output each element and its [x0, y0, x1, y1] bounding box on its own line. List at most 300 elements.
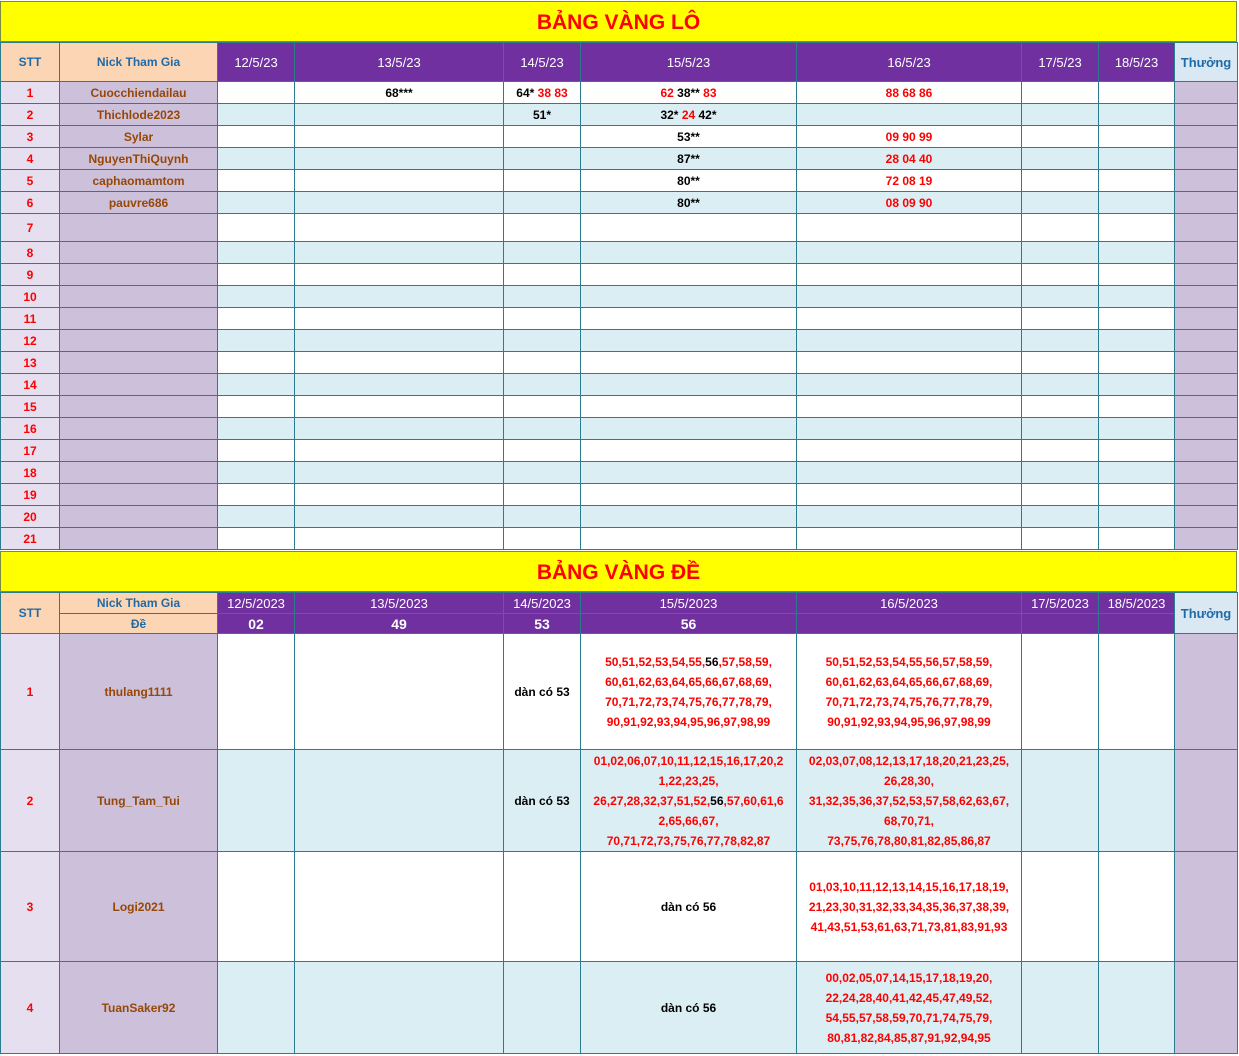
- lo-pick-cell: [1022, 148, 1099, 170]
- de-nick-cell: thulang1111: [60, 634, 218, 750]
- lo-pick-cell: [295, 528, 504, 550]
- lo-pick-cell: [797, 396, 1022, 418]
- lo-pick-cell: [1022, 462, 1099, 484]
- cell-fragment: 73,75,76,78,80,81,82,85,86,87: [827, 833, 991, 848]
- lo-thuong-cell: [1175, 528, 1238, 550]
- lo-header-date: 15/5/23: [581, 43, 797, 82]
- cell-fragment: 41,43,51,53,61,63,71,73,81,83,91,93: [810, 919, 1008, 934]
- lo-thuong-cell: [1175, 286, 1238, 308]
- lo-row: [1, 374, 1238, 396]
- lo-nick-cell: [60, 352, 218, 374]
- lo-pick-cell: [1099, 82, 1175, 104]
- de-pick-cell: [218, 634, 295, 750]
- cell-fragment: 26,28,30,: [883, 773, 935, 788]
- lo-pick-cell: [797, 286, 1022, 308]
- lo-pick-cell: [504, 506, 581, 528]
- lo-nick-cell: [60, 264, 218, 286]
- cell-fragment: 64*: [516, 85, 538, 100]
- lo-pick-cell: [797, 374, 1022, 396]
- lo-pick-cell: [504, 286, 581, 308]
- lo-pick-cell: [295, 484, 504, 506]
- lo-pick-cell: [581, 462, 797, 484]
- de-nick-cell: Tung_Tam_Tui: [60, 750, 218, 852]
- cell-fragment: 56: [705, 654, 719, 669]
- cell-fragment: 62: [660, 85, 678, 100]
- lo-pick-cell: [1022, 396, 1099, 418]
- cell-fragment: 70,71,72,73,74,75,76,77,78,79,: [825, 694, 993, 709]
- lo-pick-cell: [295, 126, 504, 148]
- lo-stt-cell: 6: [1, 192, 60, 214]
- de-pick-cell: [504, 750, 581, 852]
- lo-pick-cell: [797, 308, 1022, 330]
- lo-pick-cell: [797, 264, 1022, 286]
- cell-fragment: 80**: [677, 195, 700, 210]
- lo-nick-cell: [60, 418, 218, 440]
- lo-pick-cell: [1099, 104, 1175, 126]
- lo-pick-cell: [295, 352, 504, 374]
- de-row: [1, 634, 1238, 750]
- lo-stt-cell: 18: [1, 462, 60, 484]
- lo-row: [1, 170, 1238, 192]
- lo-pick-cell: [504, 308, 581, 330]
- lo-pick-cell: [1022, 352, 1099, 374]
- lo-pick-cell: [218, 170, 295, 192]
- lo-pick-cell: [504, 170, 581, 192]
- lo-pick-cell: [218, 440, 295, 462]
- lo-pick-cell: [1099, 286, 1175, 308]
- lo-pick-cell: [218, 148, 295, 170]
- lo-pick-cell: [1099, 484, 1175, 506]
- de-pick-cell: [295, 634, 504, 750]
- cell-fragment: 50,51,52,53,54,55,: [605, 654, 706, 669]
- lo-pick-cell: [797, 214, 1022, 242]
- lo-pick-cell: [218, 462, 295, 484]
- lo-row: [1, 264, 1238, 286]
- lo-pick-cell: [218, 286, 295, 308]
- de-header-date: 13/5/2023: [295, 593, 504, 614]
- lo-pick-cell: [504, 214, 581, 242]
- lo-pick-cell: [1022, 214, 1099, 242]
- cell-fragment: 83: [703, 85, 717, 100]
- cell-fragment: 90,91,92,93,94,95,96,97,98,99: [606, 714, 771, 729]
- de-row: [1, 852, 1238, 962]
- de-pick-cell: [295, 750, 504, 852]
- lo-stt-cell: 3: [1, 126, 60, 148]
- lo-pick-cell: [581, 484, 797, 506]
- lo-title-banner: BẢNG VÀNG LÔ: [0, 1, 1237, 42]
- lo-thuong-cell: [1175, 506, 1238, 528]
- de-pick-cell: [218, 962, 295, 1054]
- de-pick-cell: [1022, 750, 1099, 852]
- de-header-date: 17/5/2023: [1022, 593, 1099, 614]
- de-pick-cell: [581, 750, 797, 852]
- cell-fragment: 42*: [698, 107, 717, 122]
- lo-pick-cell: [1022, 286, 1099, 308]
- lo-pick-cell: [797, 440, 1022, 462]
- lo-pick-cell: [797, 484, 1022, 506]
- cell-fragment: 56: [710, 793, 724, 808]
- de-header-stt: STT: [1, 593, 60, 634]
- lo-stt-cell: 1: [1, 82, 60, 104]
- lo-pick-cell: [218, 214, 295, 242]
- cell-fragment: 32*: [660, 107, 682, 122]
- lo-pick-cell: [1022, 440, 1099, 462]
- lo-pick-cell: [797, 82, 1022, 104]
- lo-thuong-cell: [1175, 462, 1238, 484]
- lo-pick-cell: [1099, 396, 1175, 418]
- lo-stt-cell: 14: [1, 374, 60, 396]
- de-pick-cell: [797, 634, 1022, 750]
- de-pick-cell: [1099, 852, 1175, 962]
- lo-pick-cell: [504, 82, 581, 104]
- de-pick-cell: [504, 962, 581, 1054]
- cell-fragment: 51*: [532, 107, 552, 122]
- lo-pick-cell: [504, 374, 581, 396]
- lo-nick-cell: [60, 214, 218, 242]
- lo-pick-cell: [218, 82, 295, 104]
- de-pick-cell: [504, 634, 581, 750]
- lo-pick-cell: [581, 352, 797, 374]
- lo-pick-cell: [581, 286, 797, 308]
- lo-thuong-cell: [1175, 484, 1238, 506]
- de-header-date: 18/5/2023: [1099, 593, 1175, 614]
- lo-pick-cell: [581, 264, 797, 286]
- lo-pick-cell: [218, 352, 295, 374]
- de-header-date: 14/5/2023: [504, 593, 581, 614]
- cell-fragment: 90,91,92,93,94,95,96,97,98,99: [827, 714, 991, 729]
- cell-fragment: 60,61,62,63,64,65,66,67,68,69,: [605, 674, 772, 689]
- lo-thuong-cell: [1175, 170, 1238, 192]
- lo-row: [1, 104, 1238, 126]
- lo-pick-cell: [581, 126, 797, 148]
- lo-pick-cell: [1022, 104, 1099, 126]
- de-nick-cell: Logi2021: [60, 852, 218, 962]
- lo-pick-cell: [218, 374, 295, 396]
- lo-pick-cell: [797, 126, 1022, 148]
- lo-thuong-cell: [1175, 308, 1238, 330]
- lo-row: [1, 148, 1238, 170]
- lo-stt-cell: 4: [1, 148, 60, 170]
- lo-pick-cell: [504, 242, 581, 264]
- lo-header-date: 12/5/23: [218, 43, 295, 82]
- lo-pick-cell: [295, 192, 504, 214]
- lo-row: [1, 462, 1238, 484]
- lo-nick-cell: [60, 506, 218, 528]
- lo-nick-cell: pauvre686: [60, 192, 218, 214]
- de-result: [797, 614, 1022, 634]
- lo-nick-cell: [60, 462, 218, 484]
- lo-stt-cell: 20: [1, 506, 60, 528]
- cell-fragment: 01,03,10,11,12,13,14,15,16,17,18,19,: [809, 879, 1009, 894]
- cell-fragment: 68***: [385, 85, 413, 100]
- lo-thuong-cell: [1175, 148, 1238, 170]
- lo-thuong-cell: [1175, 352, 1238, 374]
- lo-pick-cell: [218, 264, 295, 286]
- lo-header-stt: STT: [1, 43, 60, 82]
- lo-pick-cell: [295, 374, 504, 396]
- de-pick-cell: [1022, 852, 1099, 962]
- de-pick-cell: [581, 634, 797, 750]
- lo-pick-cell: [504, 192, 581, 214]
- lo-row: [1, 484, 1238, 506]
- cell-fragment: 24: [681, 107, 699, 122]
- lo-pick-cell: [295, 308, 504, 330]
- de-stt-cell: 1: [1, 634, 60, 750]
- lo-pick-cell: [1022, 330, 1099, 352]
- lo-nick-cell: [60, 330, 218, 352]
- lo-pick-cell: [797, 148, 1022, 170]
- lo-pick-cell: [504, 440, 581, 462]
- lo-nick-cell: [60, 242, 218, 264]
- lo-pick-cell: [1022, 242, 1099, 264]
- lo-stt-cell: 2: [1, 104, 60, 126]
- cell-fragment: 53**: [677, 129, 700, 144]
- lo-row: [1, 192, 1238, 214]
- cell-fragment: 2,65,66,67,: [658, 813, 719, 828]
- de-pick-cell: [504, 852, 581, 962]
- de-row: [1, 962, 1238, 1054]
- lo-pick-cell: [1099, 440, 1175, 462]
- cell-fragment: 02,03,07,08,12,13,17,18,20,21,23,25,: [808, 753, 1010, 768]
- lo-stt-cell: 21: [1, 528, 60, 550]
- lo-pick-cell: [1022, 126, 1099, 148]
- lo-pick-cell: [295, 440, 504, 462]
- lo-row: [1, 396, 1238, 418]
- de-result: [1099, 614, 1175, 634]
- lo-pick-cell: [218, 308, 295, 330]
- cell-fragment: dàn có 56: [660, 899, 717, 914]
- lo-pick-cell: [218, 126, 295, 148]
- lo-nick-cell: [60, 440, 218, 462]
- de-pick-cell: [218, 852, 295, 962]
- cell-fragment: 31,32,35,36,37,52,53,57,58,62,63,67,: [808, 793, 1010, 808]
- cell-fragment: 50,51,52,53,54,55,56,57,58,59,: [825, 654, 993, 669]
- lo-pick-cell: [1099, 352, 1175, 374]
- cell-fragment: ,57,58,59,: [718, 654, 772, 669]
- cell-fragment: 08 09 90: [885, 195, 933, 210]
- lo-pick-cell: [295, 82, 504, 104]
- lo-thuong-cell: [1175, 418, 1238, 440]
- lo-header-date: 16/5/23: [797, 43, 1022, 82]
- lo-pick-cell: [1022, 506, 1099, 528]
- cell-fragment: 70,71,72,73,75,76,77,78,82,87: [606, 833, 771, 848]
- lo-pick-cell: [218, 506, 295, 528]
- lo-thuong-cell: [1175, 82, 1238, 104]
- lo-pick-cell: [1099, 374, 1175, 396]
- lo-row: [1, 308, 1238, 330]
- de-pick-cell: [1022, 634, 1099, 750]
- lo-row: [1, 352, 1238, 374]
- lo-pick-cell: [295, 396, 504, 418]
- cell-fragment: 21,23,30,31,32,33,34,35,36,37,38,39,: [808, 899, 1010, 914]
- lo-nick-cell: [60, 396, 218, 418]
- de-thuong-cell: [1175, 962, 1238, 1054]
- lo-pick-cell: [1099, 214, 1175, 242]
- de-header-date: 12/5/2023: [218, 593, 295, 614]
- lo-pick-cell: [1022, 374, 1099, 396]
- lo-header-date: 17/5/23: [1022, 43, 1099, 82]
- lo-pick-cell: [581, 440, 797, 462]
- cell-fragment: 26,27,28,32,37,51,52,: [593, 793, 711, 808]
- lo-pick-cell: [581, 104, 797, 126]
- lo-pick-cell: [797, 104, 1022, 126]
- cell-fragment: 72 08 19: [885, 173, 933, 188]
- lo-pick-cell: [218, 484, 295, 506]
- lo-thuong-cell: [1175, 192, 1238, 214]
- lo-nick-cell: Thichlode2023: [60, 104, 218, 126]
- lo-pick-cell: [581, 192, 797, 214]
- lo-nick-cell: [60, 528, 218, 550]
- lo-pick-cell: [581, 242, 797, 264]
- lo-pick-cell: [581, 330, 797, 352]
- de-pick-cell: [1099, 962, 1175, 1054]
- de-row: [1, 750, 1238, 852]
- lo-pick-cell: [1099, 308, 1175, 330]
- lo-pick-cell: [218, 104, 295, 126]
- lo-pick-cell: [218, 242, 295, 264]
- lo-thuong-cell: [1175, 396, 1238, 418]
- lo-pick-cell: [295, 242, 504, 264]
- lo-pick-cell: [295, 330, 504, 352]
- lo-header-nick: Nick Tham Gia: [60, 43, 218, 82]
- lo-pick-cell: [504, 418, 581, 440]
- lo-pick-cell: [797, 462, 1022, 484]
- de-stt-cell: 3: [1, 852, 60, 962]
- lo-pick-cell: [504, 528, 581, 550]
- lo-thuong-cell: [1175, 440, 1238, 462]
- lo-nick-cell: [60, 374, 218, 396]
- lo-nick-cell: [60, 286, 218, 308]
- lo-pick-cell: [295, 170, 504, 192]
- lo-row: [1, 126, 1238, 148]
- lo-pick-cell: [1022, 192, 1099, 214]
- lo-stt-cell: 5: [1, 170, 60, 192]
- lo-stt-cell: 17: [1, 440, 60, 462]
- lo-pick-cell: [1022, 418, 1099, 440]
- lo-pick-cell: [1099, 126, 1175, 148]
- lo-pick-cell: [504, 104, 581, 126]
- lo-nick-cell: caphaomamtom: [60, 170, 218, 192]
- de-pick-cell: [797, 852, 1022, 962]
- lo-nick-cell: [60, 484, 218, 506]
- lo-pick-cell: [1099, 264, 1175, 286]
- lo-stt-cell: 10: [1, 286, 60, 308]
- de-header-date: 16/5/2023: [797, 593, 1022, 614]
- lo-pick-cell: [504, 462, 581, 484]
- de-result: [1022, 614, 1099, 634]
- lo-stt-cell: 8: [1, 242, 60, 264]
- de-thuong-cell: [1175, 750, 1238, 852]
- lo-thuong-cell: [1175, 242, 1238, 264]
- lo-nick-cell: Cuocchiendailau: [60, 82, 218, 104]
- cell-fragment: 09 90 99: [885, 129, 933, 144]
- lo-pick-cell: [581, 170, 797, 192]
- lo-pick-cell: [797, 352, 1022, 374]
- lo-header-date: 13/5/23: [295, 43, 504, 82]
- cell-fragment: 28 04 40: [885, 151, 933, 166]
- lo-pick-cell: [797, 170, 1022, 192]
- lo-pick-cell: [581, 418, 797, 440]
- lo-pick-cell: [1022, 484, 1099, 506]
- de-result: 02: [218, 614, 295, 634]
- de-pick-cell: [1022, 962, 1099, 1054]
- lo-pick-cell: [218, 192, 295, 214]
- lo-pick-cell: [504, 352, 581, 374]
- cell-fragment: 38 83: [537, 85, 568, 100]
- lo-pick-cell: [295, 462, 504, 484]
- cell-fragment: ,57,60,61,6: [723, 793, 784, 808]
- lo-row: [1, 418, 1238, 440]
- lo-thuong-cell: [1175, 374, 1238, 396]
- cell-fragment: 68,70,71,: [883, 813, 935, 828]
- lo-pick-cell: [295, 286, 504, 308]
- de-stt-cell: 4: [1, 962, 60, 1054]
- de-nick-cell: TuanSaker92: [60, 962, 218, 1054]
- lo-header-date: 14/5/23: [504, 43, 581, 82]
- lo-stt-cell: 9: [1, 264, 60, 286]
- lo-pick-cell: [1099, 330, 1175, 352]
- cell-fragment: dàn có 56: [660, 1000, 717, 1015]
- lo-nick-cell: [60, 308, 218, 330]
- lo-pick-cell: [1022, 82, 1099, 104]
- lo-pick-cell: [581, 374, 797, 396]
- de-result: 49: [295, 614, 504, 634]
- lo-pick-cell: [504, 330, 581, 352]
- lo-row: [1, 506, 1238, 528]
- lo-pick-cell: [1022, 264, 1099, 286]
- lo-pick-cell: [1099, 170, 1175, 192]
- lo-pick-cell: [797, 192, 1022, 214]
- lo-stt-cell: 16: [1, 418, 60, 440]
- lo-pick-cell: [1099, 148, 1175, 170]
- lo-pick-cell: [295, 506, 504, 528]
- cell-fragment: 88 68 86: [885, 85, 933, 100]
- cell-fragment: 01,02,06,07,10,11,12,15,16,17,20,2: [593, 753, 784, 768]
- lo-pick-cell: [581, 214, 797, 242]
- lo-stt-cell: 15: [1, 396, 60, 418]
- lo-pick-cell: [504, 484, 581, 506]
- lo-pick-cell: [797, 506, 1022, 528]
- lo-stt-cell: 19: [1, 484, 60, 506]
- lo-pick-cell: [797, 330, 1022, 352]
- lo-pick-cell: [797, 418, 1022, 440]
- lo-pick-cell: [581, 528, 797, 550]
- lo-row: [1, 82, 1238, 104]
- lo-thuong-cell: [1175, 330, 1238, 352]
- lo-header-date: 18/5/23: [1099, 43, 1175, 82]
- lo-thuong-cell: [1175, 104, 1238, 126]
- lo-pick-cell: [295, 104, 504, 126]
- lo-header-thuong: Thưởng: [1175, 43, 1238, 82]
- de-stt-cell: 2: [1, 750, 60, 852]
- cell-fragment: 87**: [677, 151, 700, 166]
- de-pick-cell: [1099, 634, 1175, 750]
- lo-pick-cell: [1099, 462, 1175, 484]
- lo-stt-cell: 13: [1, 352, 60, 374]
- de-header-date: 15/5/2023: [581, 593, 797, 614]
- lo-pick-cell: [797, 528, 1022, 550]
- lo-nick-cell: Sylar: [60, 126, 218, 148]
- lo-pick-cell: [504, 148, 581, 170]
- cell-fragment: 1,22,23,25,: [658, 773, 719, 788]
- lo-thuong-cell: [1175, 264, 1238, 286]
- de-header-thuong: Thưởng: [1175, 593, 1238, 634]
- de-header-nick: Nick Tham Gia: [60, 593, 218, 614]
- lo-pick-cell: [295, 214, 504, 242]
- de-pick-cell: [295, 852, 504, 962]
- cell-fragment: 80**: [677, 173, 700, 188]
- lo-thuong-cell: [1175, 214, 1238, 242]
